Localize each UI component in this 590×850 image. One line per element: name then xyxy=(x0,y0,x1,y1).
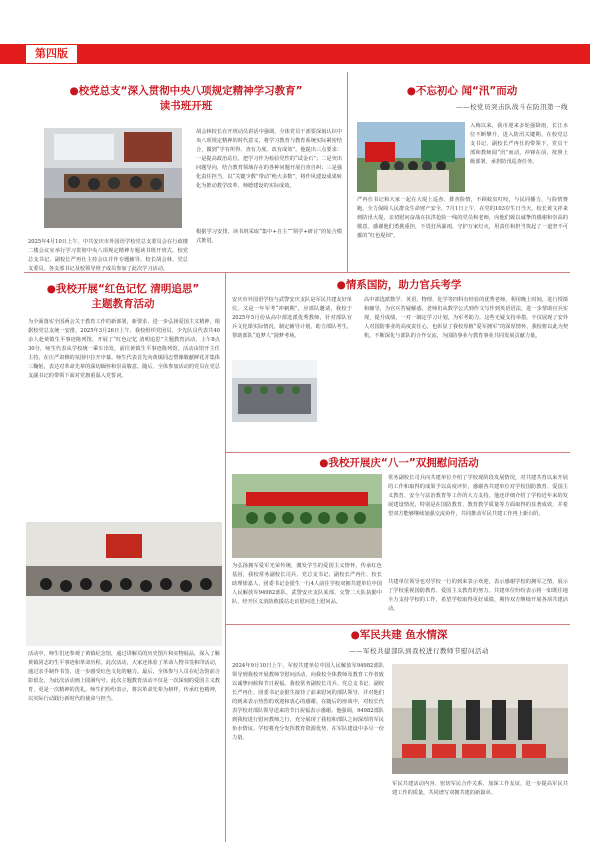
divider xyxy=(225,624,570,625)
study-body: 胡会林校长在开班动员讲话中强调，全体党员干部要深刻认识中央八项规定精神的时代意义，将学习教育与教育系统实际紧密结合，做到“学有所得、查有力度、改有成效”。他提出三点要求：一是提高政治站位，把学习作为检验党性的“试金石”；二是突出问题导向，结合教育领域存在的各种问题开展自查自纠；三是强化责任担当，以“关键少数”带动“绝大多数”，将作风建设成果转化为推动教学改革、师德建设的实际成效。 xyxy=(196,129,342,189)
study-title-line1: ●校党总支“深入贯彻中央八项规定精神学习教育” xyxy=(69,85,303,97)
bayi-body-2: 共建单位领导也对学校一行的到来表示欢迎，表示感谢学校的拥军之情，展示了学校重视国防教育、爱国主义教育的努力。共建单位纷纷表示将一如既往地全力支持学校的工作，希望学校取得更好成绩，期待双方继续开展各项共建活动。 xyxy=(388,579,568,612)
memory-title-line2: 主题教育活动 xyxy=(91,298,155,310)
study-body-2: 根据学习安排，读书班采取“集中+自主”“领学+研讨”的复合模式推进。 xyxy=(196,229,342,244)
flood-photo xyxy=(357,122,465,192)
bayi-caption: 为弘扬拥军爱军光荣传统，激发学生的爱国主义情怀，传承红色基因，我校常务副校长司兵、党总支书记、副校长严再仕、校长助理徐嘉人、团委书记金银生一行4人前往学校双拥共建单位中国人民解放军94982部队、武警安庆支队某部、交警二大队执勤中队、经开区义消防救援站走访慰问送上慰问品。 xyxy=(232,563,382,605)
fish-subtitle: ——军校共建部队到我校进行教师节慰问活动 xyxy=(349,647,489,655)
military-article-title: ●情系国防，助力官兵考学 xyxy=(336,279,462,291)
section-tag: 第四版 xyxy=(26,45,77,63)
divider xyxy=(24,272,570,273)
flood-article-title: ●不忘初心 闻“汛”而动 xyxy=(406,85,518,97)
section-banner xyxy=(0,44,590,64)
military-body-2: 高中部选派数学、英语、物理、化学等四科有经验的优秀老师，利用晚上时间，进行授课和辅导，为官兵答疑解惑，老师们从数学公式到作文写作到英语语法，进一步帮助官兵实现，提升成绩，一对一制定学习计划，为军考助力。这些无疑支持举措，不仅展现了安外人对国防事业的高度责任心，也彰显了我校厚植“爱军拥军”的深厚情怀，我校将以此为契机，不断深化与部队的合作交流，为国防事业与教育事业共同发展贡献力量。 xyxy=(364,297,568,339)
divider xyxy=(347,72,348,272)
flood-subtitle: ——校党员突击队战斗在防汛第一线 xyxy=(456,103,568,111)
bayi-article-title: ●我校开展庆“八一”双拥慰问活动 xyxy=(319,457,479,469)
memory-photo xyxy=(26,522,222,646)
divider xyxy=(225,452,570,453)
memory-body-2: 活动中，师生们还参观了黄镇纪念馆，通过讲解员的历史图片和实物展品，深入了解黄镇同志的生平事迹和革命历程。此次活动，大家还体验了革命人物书签和印活动，通过亲手制作书签，进一步感受红色文化的魅力。最后，全体参与人员在纪念馆前合影留念，为此次活动画上圆满句号。此次主题教育活动不仅是一次深刻的爱国主义教育，更是一次精神的洗礼。师生们纷纷表示，将以革命先辈为榜样，传承红色精神，以实际行动践行新时代的使命与担当。 xyxy=(28,651,220,702)
study-photo xyxy=(44,128,182,228)
bayi-body: 常务副校长司兵向共建单位介绍了学校现阶段发展情况，对共建共育以来开展的工作和取得的成果予以高度评价，感谢各共建单位对学校国防教育、爱国主义教育、安全与法治教育等工作的大力支持。他还详细介绍了学校近年来的发展建设情况，特别是在国防教育、教育教学质量等方面取得的显著成效，并希望双方能够继续加强交流协作，共同推动军民共建工作再上新台阶。 xyxy=(388,475,568,517)
memory-title-line1: ●我校开展“红色记忆 清明追思” xyxy=(46,283,200,295)
military-body: 安庆市外国语学校与武警安庆支队是军民共建友好单位。又是一年军考“冲刺期”，应部队邀请，我校于2025年5月份从高中部选派优秀教师，针对部队官兵文化课实际情况，制定辅导计划，助力部队考生，帮助部队“追梦人”圆梦考场。 xyxy=(232,297,352,339)
flood-body: 入梅以来，我市迎来多轮强降雨，长江水位不断攀升，进入防汛关键期。在校党总支书记、副校长严再仕的带领下，党员干部和教师闻“汛”而动，冲锋在前，按照上级部署，承担防汛巡查任务。 xyxy=(470,123,568,165)
memory-article-title xyxy=(24,282,222,312)
study-article-title xyxy=(28,84,344,114)
study-title-line2: 读书班开班 xyxy=(159,100,213,112)
divider xyxy=(225,272,226,842)
military-photo xyxy=(232,360,317,422)
fish-photo xyxy=(392,664,568,774)
study-caption: 2025年4月10日上午，中共安庆市外国语学校党总支委员会在行政楼二楼会议室举行学习贯彻中央八项规定精神专题读书班开班式。校党总支书记、副校长严再仕主持会议并作专题辅导，校长胡会林、党总支委员、各支部书记及校领导班子成员参加了此次学习活动。 xyxy=(28,239,188,272)
military-body-side xyxy=(322,364,358,446)
flood-body-2: 严再仕书记和大家一起在大堤上巡查、排查险情，不顾蚊虫叮咬，与民同播力，与险情赛跑。全力保障人民群众生命财产安全，7月1日上午，在党的103岁生日当天，校长黄文祥来到防汛大堤，亲切慰问奋战在抗洪抢险一线的党员和老师，向他们致以诚挚的感谢和崇高的敬意。感谢他们勇挑重担，不畏狂风暴雨，守护万家灯火，用责任和担当筑起了一道坚不可摧的“红色堤坝”。 xyxy=(357,197,568,239)
fish-body: 2024年9月10日上午，军校共建单位中国人民解放军94982部队领导到我校开展教师节慰问活动，向我校全体教师及教育工作者致以诚挚问候和节日祝福。我校常务副校长司兵、党总支书记、副校长严再仕、团委书记金银生接待了前来慰问的部队领导，并对他们的到来表示热烈的欢迎和衷心的感谢。在随后的座谈中，对校长代表学校对部队领导送来的节日祝福表示感谢。他强调，94982部队到我校进行慰问教师之行，充分展现了我校和部队之间深厚的军民鱼水情谊，学校将充分发挥教育资源优势，在军队建设中多尽一份力量。 xyxy=(232,663,384,741)
fish-caption: 军民共建活动内容、密切军民合作关系，加深工作友谊，进一步提高军民共建工作的质量，共同谱写双拥共建的新篇章。 xyxy=(392,781,568,796)
fish-article-title: ●军民共建 鱼水情深 xyxy=(350,629,448,641)
memory-body: 为全面落实全国两会关于教育工作的新部署，新要求，进一步弘扬爱国主义精神，根据校党总支统一安排，2025年3月26日上午，我校组织党团员、少先队员代表共40余人赴黄镇生平事迹陈列馆，开展了“红色记忆 清明追思”主题教育活动。上午8点30分，师生代表从学校统一乘车出发，前往黄镇生平事迹陈列馆。活动由馆开主任主持，在庄严肃穆的氛围中拉开序幕。师生代表首先向黄镇同志塑像敬献鲜花并集体三鞠躬，表达对革命先辈的深切缅怀和崇高敬意。随后，全体参加活动的党员在党总支副书记的带领下面对党旗重温入党誓词。 xyxy=(28,319,220,379)
bayi-photo xyxy=(232,474,382,558)
